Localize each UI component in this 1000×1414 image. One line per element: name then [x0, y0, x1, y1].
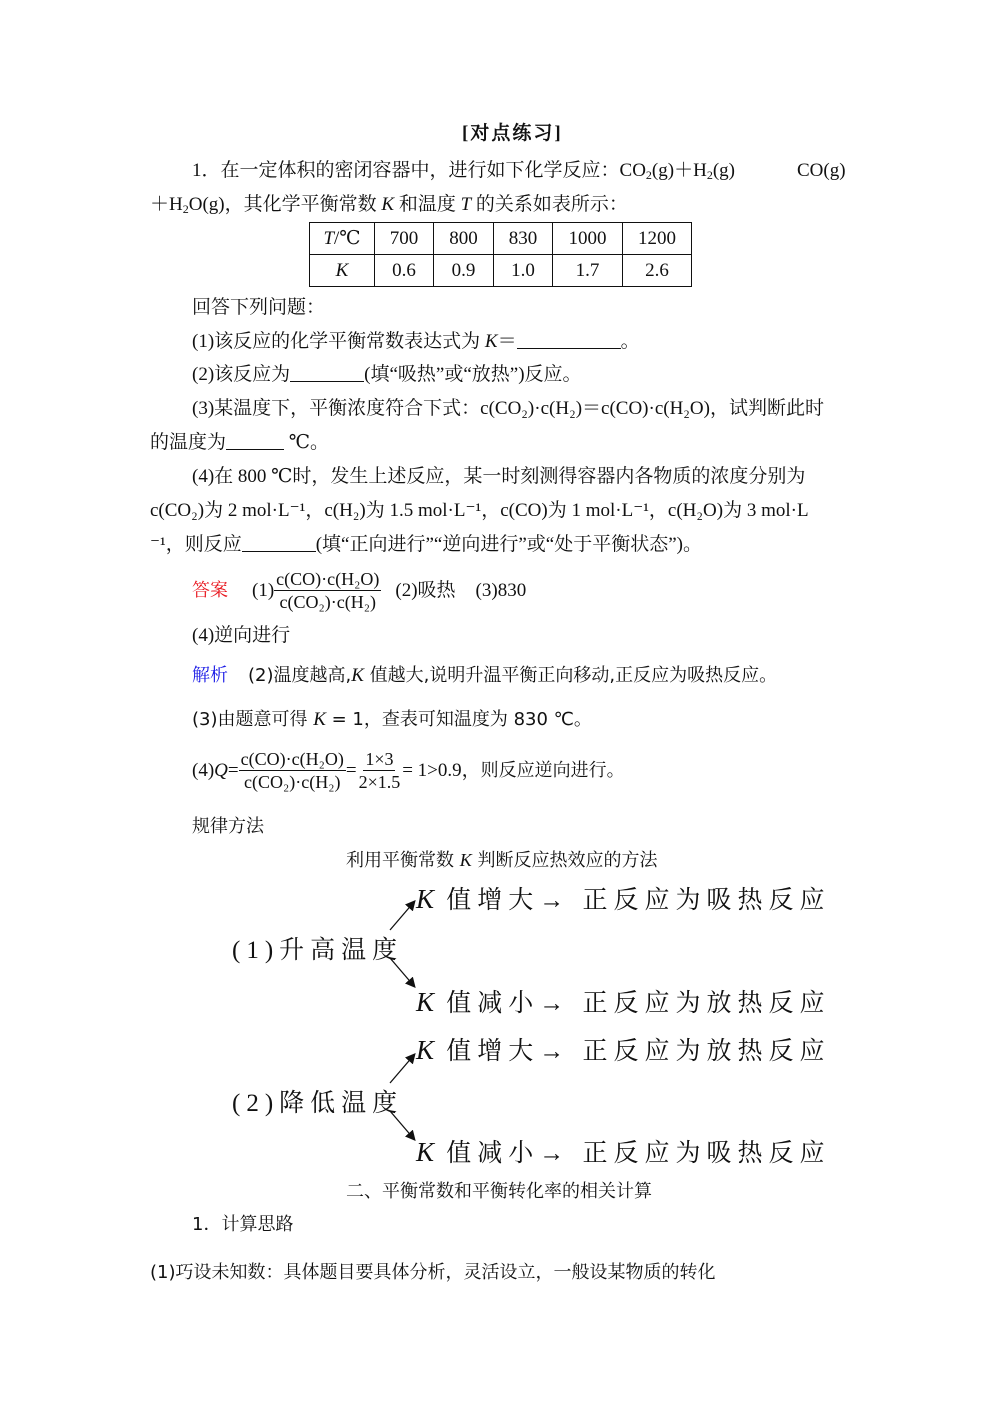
table-header-cell: [310, 255, 375, 287]
section-2-item-1: (1)巧设未知数：具体题目要具体分析，灵活设立，一般设某物质的转化: [150, 1262, 716, 1283]
question-part-2: [192, 363, 582, 387]
k-change: 值增大: [446, 1038, 540, 1065]
arrow-right-icon: →: [539, 990, 571, 1017]
diagram-title: [346, 848, 657, 873]
subscript: 2: [706, 168, 713, 182]
stem-text: (g)＋H: [651, 160, 707, 181]
diagram-title-text: 利用平衡常数: [346, 850, 460, 871]
k-change: 值减小: [446, 1140, 540, 1167]
condition-raise-temperature: (1)升高温度: [232, 937, 404, 964]
question-text: (填“吸热”或“放热”)反应。: [364, 364, 582, 385]
question-text: ，试判断此时: [709, 398, 824, 419]
question-text: ⁻¹，则反应: [150, 534, 242, 555]
question-part-4-line2: c(CO₂)为 2 mol·L⁻¹，c(H₂)为 1.5 mol·L⁻¹，c(CO)为 1 mol·L⁻¹，c(H₂O)为 3 mol·L: [150, 500, 809, 521]
table-cell: 1200: [623, 223, 692, 255]
equals-sign: =: [227, 759, 239, 781]
branch-k-increase: [416, 1031, 831, 1067]
arrow-right-icon: →: [539, 887, 571, 914]
question-part-4-line1: (4)在 800 ℃时，发生上述反应，某一时刻测得容器内各物质的浓度分别为: [192, 466, 806, 487]
analysis-line-2: [192, 664, 777, 688]
table-cell: 1.0: [494, 255, 553, 287]
stem-text: O(g)，其化学平衡常数: [188, 194, 382, 215]
conclusion: 正反应为吸热反应: [582, 1140, 831, 1167]
question-text: (填“正向进行”“逆向进行”或“处于平衡状态”)。: [315, 534, 702, 555]
symbol-k: K: [416, 987, 435, 1017]
analysis-text: 值越大,说明升温平衡正向移动,正反应为吸热反应。: [363, 665, 778, 686]
table-row-temperature: [310, 223, 692, 255]
analysis-text: = 1>0.9，: [402, 759, 481, 781]
table-header-cell: [310, 223, 375, 255]
fraction-numerator: 1×3: [365, 749, 394, 769]
question-part-1: [192, 330, 640, 354]
arrow-right-icon: →: [539, 1038, 571, 1065]
subscript: 2: [645, 168, 652, 182]
analysis-text: = 1，查表可知温度为 830 ℃。: [325, 709, 592, 730]
stem-text: 在一定体积的密闭容器中，进行如下化学反应：CO: [220, 160, 646, 181]
symbol-k: K: [484, 331, 498, 352]
table-cell: 800: [434, 223, 494, 255]
table-cell: 700: [375, 223, 434, 255]
fraction-denominator: 2×1.5: [358, 772, 401, 792]
k-change: 值增大: [446, 887, 540, 914]
question-text: 。: [620, 331, 640, 352]
table-cell: 1.7: [553, 255, 623, 287]
symbol-t: T: [323, 228, 335, 249]
analysis-text: (2)温度越高,: [248, 665, 352, 686]
analysis-label: 解析: [192, 665, 228, 686]
analysis-text: (4): [192, 759, 215, 781]
answer-blank[interactable]: [242, 533, 316, 552]
answer-label: 答案: [192, 579, 228, 601]
section-2-subheading: 1．计算思路: [192, 1214, 294, 1235]
questions-intro: 回答下列问题：: [192, 297, 326, 318]
answer-part-4: (4)逆向进行: [192, 625, 291, 646]
stem-text: 的关系如表所示：: [471, 194, 628, 215]
analysis-text: 则反应逆向进行。: [480, 759, 625, 781]
branch-k-increase: [416, 880, 831, 916]
answer-part-2: (2)吸热: [395, 579, 456, 601]
table-cell: 0.9: [434, 255, 494, 287]
stem-text: (g): [712, 160, 735, 181]
stem-text: ＋H: [150, 194, 183, 215]
subscript: 2: [182, 202, 189, 216]
symbol-k: K: [416, 884, 435, 914]
question-text: (3)某温度下，平衡浓度符合下式：: [192, 398, 481, 419]
answer-part-1-prefix: (1): [252, 579, 275, 601]
fraction-numerator: c(CO)·c(H₂O): [276, 569, 380, 589]
arrow-right-icon: →: [539, 1140, 571, 1167]
q-fraction-1: [239, 748, 346, 793]
question-part-3: [192, 397, 824, 421]
question-text: (2)该反应为: [192, 364, 291, 385]
answer-fraction: [274, 568, 381, 613]
practice-header: [对点练习]: [462, 123, 563, 144]
question-part-3-line2: [150, 431, 329, 455]
conclusion: 正反应为吸热反应: [582, 887, 831, 914]
question-number: 1．: [192, 160, 221, 181]
symbol-t: T: [460, 194, 472, 215]
analysis-text: (3)由题意可得: [192, 709, 314, 730]
answer-blank[interactable]: [290, 363, 364, 382]
fraction-denominator: c(CO₂)·c(H₂): [243, 772, 341, 792]
table-row-k: [310, 255, 692, 287]
table-cell: 1000: [553, 223, 623, 255]
diagram-title-text: 判断反应热效应的方法: [471, 850, 658, 871]
symbol-k: K: [416, 1137, 435, 1167]
k-temperature-table: [309, 222, 692, 287]
question-text: (1)该反应的化学平衡常数表达式为: [192, 331, 485, 352]
conclusion: 正反应为放热反应: [582, 990, 831, 1017]
fraction-numerator: c(CO)·c(H₂O): [240, 749, 344, 769]
condition-lower-temperature: (2)降低温度: [232, 1090, 404, 1117]
answer-blank[interactable]: [226, 431, 284, 450]
table-cell: 2.6: [623, 255, 692, 287]
formula: c(CO₂)·c(H₂)＝c(CO)·c(H₂O): [480, 398, 710, 419]
question-text: ＝: [497, 331, 517, 352]
analysis-line-3: [192, 708, 592, 732]
branch-k-decrease: [416, 983, 831, 1019]
reaction-product: CO(g): [797, 160, 846, 181]
equals-sign: =: [345, 759, 357, 781]
symbol-q: Q: [214, 759, 228, 781]
method-heading: 规律方法: [192, 816, 264, 837]
symbol-k: K: [335, 259, 349, 281]
unit: /℃: [334, 228, 361, 249]
section-2-title: 二、平衡常数和平衡转化率的相关计算: [346, 1181, 652, 1202]
table-cell: 0.6: [375, 255, 434, 287]
fraction-denominator: c(CO₂)·c(H₂): [279, 592, 377, 612]
symbol-k: K: [416, 1035, 435, 1065]
stem-text: 和温度: [394, 194, 461, 215]
q-fraction-2: [357, 748, 403, 793]
question-text: ℃。: [284, 432, 330, 453]
answer-part-3: (3)830: [475, 579, 527, 601]
question-1-stem-line2: [150, 193, 628, 217]
question-1-stem-line1: [192, 159, 735, 183]
question-text: 的温度为: [150, 432, 227, 453]
branch-k-decrease: [416, 1133, 831, 1169]
symbol-k: K: [351, 665, 364, 686]
symbol-k: K: [459, 850, 472, 870]
symbol-k: K: [381, 194, 395, 215]
conclusion: 正反应为放热反应: [582, 1038, 831, 1065]
symbol-k: K: [313, 709, 326, 730]
answer-blank[interactable]: [517, 330, 621, 349]
question-part-4-line3: [150, 533, 702, 557]
analysis-line-4: [192, 748, 625, 793]
table-cell: 830: [494, 223, 553, 255]
k-change: 值减小: [446, 990, 540, 1017]
answer-block: [192, 568, 526, 613]
